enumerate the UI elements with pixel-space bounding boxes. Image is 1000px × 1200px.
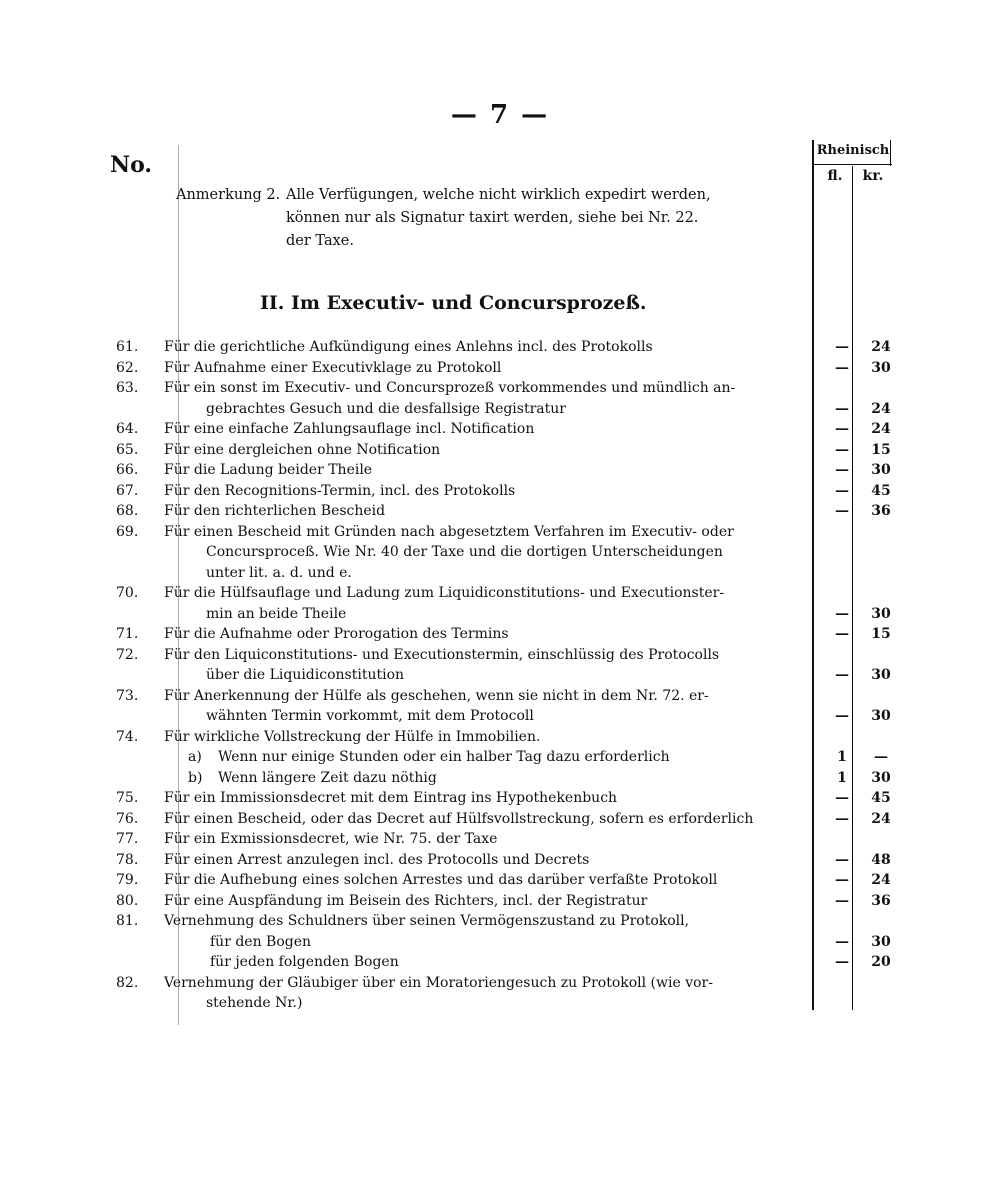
entry-number: 81. [116,913,139,929]
fee-entry [100,932,900,953]
kreuzer-unit-label: kr. [862,168,884,184]
fee-kreuzer: 48 [871,851,891,868]
entry-line: für den Bogen [210,933,312,950]
entry-description [164,481,804,502]
currency-header-rule [812,164,892,165]
entry-description [164,870,804,891]
note-block [176,184,796,253]
fee-kreuzer: 36 [871,892,891,909]
fee-gulden: — [835,605,849,622]
fee-entry [100,829,900,850]
fee-kreuzer: 24 [871,872,891,888]
fee-gulden: — [835,954,849,970]
fee-gulden: 1 [837,749,847,765]
entry-line: Für ein Immissionsdecret mit dem Eintrag ins Hypothekenbuch [164,790,618,806]
entry-line: Für die gerichtliche Aufkündigung eines Anlehns incl. des Protokolls [164,339,653,355]
entry-line: Für eine Auspfändung im Beisein des Richters, incl. der Registratur [164,892,648,909]
fee-entry [100,747,900,768]
fee-kreuzer: 24 [871,810,891,827]
fee-gulden: 1 [837,769,847,786]
fee-gulden: — [835,872,849,888]
entry-line: gebrachtes Gesuch und die desfallsige Registratur [206,400,566,417]
entry-line: Vernehmung der Gläubiger über ein Moratoriengesuch zu Protokoll (wie vor- [164,974,713,991]
fee-gulden: — [835,790,849,806]
fee-entry [100,440,900,461]
entry-line: Für die Aufnahme oder Prorogation des Termins [164,626,509,642]
fee-gulden: — [835,482,849,499]
note-line: Alle Verfügungen, welche nicht wirklich expedirt werden, [286,187,711,203]
fee-entry [100,624,900,645]
fee-kreuzer: 45 [871,482,891,499]
entry-number: 74. [116,728,139,745]
entry-number: 72. [116,646,139,663]
fee-entry [100,337,900,358]
fee-gulden: — [835,339,849,355]
entry-line: für jeden folgenden Bogen [210,954,399,970]
fee-entry [100,522,900,584]
entry-number: 68. [116,503,139,519]
entry-description [164,645,804,686]
entry-line: Für wirkliche Vollstreckung der Hülfe in Immobilien. [164,728,541,745]
entry-line: Für eine dergleichen ohne Notification [164,441,441,458]
entry-number: 65. [116,441,139,458]
fee-kreuzer: 36 [871,503,891,519]
entry-description [164,440,804,461]
fee-entry [100,481,900,502]
entry-number: a) [188,749,202,765]
entry-description [164,583,804,624]
fee-kreuzer: 45 [871,790,891,806]
fee-entry [100,727,900,748]
number-column-label: No. [110,152,153,178]
entry-number: 80. [116,892,139,909]
fee-entry [100,686,900,727]
entry-description [164,686,804,727]
entry-description [164,378,804,419]
fee-kreuzer: 30 [871,359,891,376]
currency-header: Rheinisch [816,143,890,158]
fee-entry [100,378,900,419]
entry-line: min an beide Theile [206,605,347,622]
entry-number: 66. [116,462,139,478]
entry-number: 63. [116,380,139,396]
fee-kreuzer: 20 [871,954,891,970]
entry-description [164,419,804,440]
fee-kreuzer: 30 [871,769,891,786]
fee-kreuzer: 15 [871,441,891,458]
entry-description [164,522,804,584]
entry-description [218,747,804,768]
entry-number: 75. [116,790,139,806]
fee-gulden: — [835,626,849,642]
entry-line: unter lit. a. d. und e. [206,564,352,581]
fee-gulden: — [835,400,849,417]
entry-number: 77. [116,831,139,847]
note-label: Anmerkung 2. [176,187,281,203]
fee-entry [100,788,900,809]
entry-line: wähnten Termin vorkommt, mit dem Protocoll [206,708,534,724]
entry-number: 82. [116,974,139,991]
gulden-unit-label: fl. [827,168,843,184]
fee-entry [100,645,900,686]
fee-entry [100,973,900,1014]
entry-description [164,829,804,850]
entry-description [164,358,804,379]
entry-description [164,727,804,748]
fee-entry [100,809,900,830]
fee-entries [100,337,900,1014]
entry-number: 69. [116,523,139,540]
entry-line: über die Liquidiconstitution [206,667,405,683]
entry-line: Für den Liquiconstitutions- und Executionstermin, einschlüssig des Protocolls [164,646,720,663]
fee-entry [100,850,900,871]
fee-gulden: — [835,462,849,478]
fee-entry [100,911,900,932]
fee-entry [100,419,900,440]
note-line: können nur als Signatur taxirt werden, siehe bei Nr. 22. [286,210,699,226]
entry-description [164,850,804,871]
note-line: der Taxe. [286,233,354,249]
entry-line: Für den Recognitions-Termin, incl. des Protokolls [164,482,516,499]
entry-line: Für ein Exmissionsdecret, wie Nr. 75. der Taxe [164,831,498,847]
entry-number: 71. [116,626,139,642]
entry-description [218,768,804,789]
fee-kreuzer: — [874,749,888,765]
fee-gulden: — [835,933,849,950]
entry-line: Für den richterlichen Bescheid [164,503,386,519]
fee-gulden: — [835,503,849,519]
entry-line: Für die Aufhebung eines solchen Arrestes und das darüber verfaßte Protokoll [164,872,718,888]
entry-number: 62. [116,359,139,376]
fee-entry [100,952,900,973]
entry-line: Für Aufnahme einer Executivklage zu Protokoll [164,359,502,376]
fee-kreuzer: 30 [871,708,891,724]
fee-gulden: — [835,421,849,437]
fee-kreuzer: 30 [871,933,891,950]
entry-description [164,973,804,1014]
fee-kreuzer: 30 [871,605,891,622]
entry-line: Wenn nur einige Stunden oder ein halber Tag dazu erforderlich [218,749,670,765]
entry-number: 79. [116,872,139,888]
entry-number: 64. [116,421,139,437]
entry-line: Für Anerkennung der Hülfe als geschehen, wenn sie nicht in dem Nr. 72. er- [164,687,709,704]
entry-description [164,501,804,522]
fee-gulden: — [835,708,849,724]
entry-line: Vernehmung des Schuldners über seinen Vermögenszustand zu Protokoll, [164,913,690,929]
fee-gulden: — [835,441,849,458]
entry-number: 67. [116,482,139,499]
entry-line: Für einen Arrest anzulegen incl. des Protocolls und Decrets [164,851,590,868]
entry-description [164,809,804,830]
entry-number: b) [188,769,203,786]
fee-kreuzer: 15 [871,626,891,642]
fee-gulden: — [835,359,849,376]
fee-gulden: — [835,810,849,827]
entry-number: 76. [116,810,139,827]
fee-entry [100,501,900,522]
fee-entry [100,768,900,789]
entry-number: 73. [116,687,139,704]
fee-entry [100,583,900,624]
entry-line: Wenn längere Zeit dazu nöthig [218,769,437,786]
fee-kreuzer: 24 [871,400,891,417]
fee-kreuzer: 30 [871,462,891,478]
fee-entry [100,870,900,891]
entry-line: Concursproceß. Wie Nr. 40 der Taxe und die dortigen Unterscheidungen [206,544,723,560]
fee-kreuzer: 24 [871,339,891,355]
entry-line: Für die Ladung beider Theile [164,462,373,478]
entry-description [210,952,804,973]
page-number: — 7 — [450,100,550,130]
fee-entry [100,460,900,481]
entry-description [164,624,804,645]
entry-number: 78. [116,851,139,868]
entry-line: Für eine einfache Zahlungsauflage incl. Notification [164,421,535,437]
fee-kreuzer: 24 [871,421,891,437]
entry-description [164,460,804,481]
fee-gulden: — [835,892,849,909]
entry-description [164,891,804,912]
fee-entry [100,358,900,379]
entry-number: 61. [116,339,139,355]
section-title: II. Im Executiv- und Concursprozeß. [260,292,647,314]
entry-description [164,911,804,932]
entry-number: 70. [116,585,139,601]
entry-description [210,932,804,953]
entry-line: stehende Nr.) [206,995,303,1011]
entry-line: Für einen Bescheid mit Gründen nach abgesetztem Verfahren im Executiv- oder [164,523,734,540]
entry-line: Für ein sonst im Executiv- und Concursprozeß vorkommendes und mündlich an- [164,380,736,396]
fee-gulden: — [835,851,849,868]
entry-line: Für die Hülfsauflage und Ladung zum Liquidiconstitutions- und Executionster- [164,585,725,601]
fee-entry [100,891,900,912]
fee-kreuzer: 30 [871,667,891,683]
entry-description [164,337,804,358]
fee-gulden: — [835,667,849,683]
entry-description [164,788,804,809]
entry-line: Für einen Bescheid, oder das Decret auf Hülfsvollstreckung, sofern es erforderlich [164,810,754,827]
